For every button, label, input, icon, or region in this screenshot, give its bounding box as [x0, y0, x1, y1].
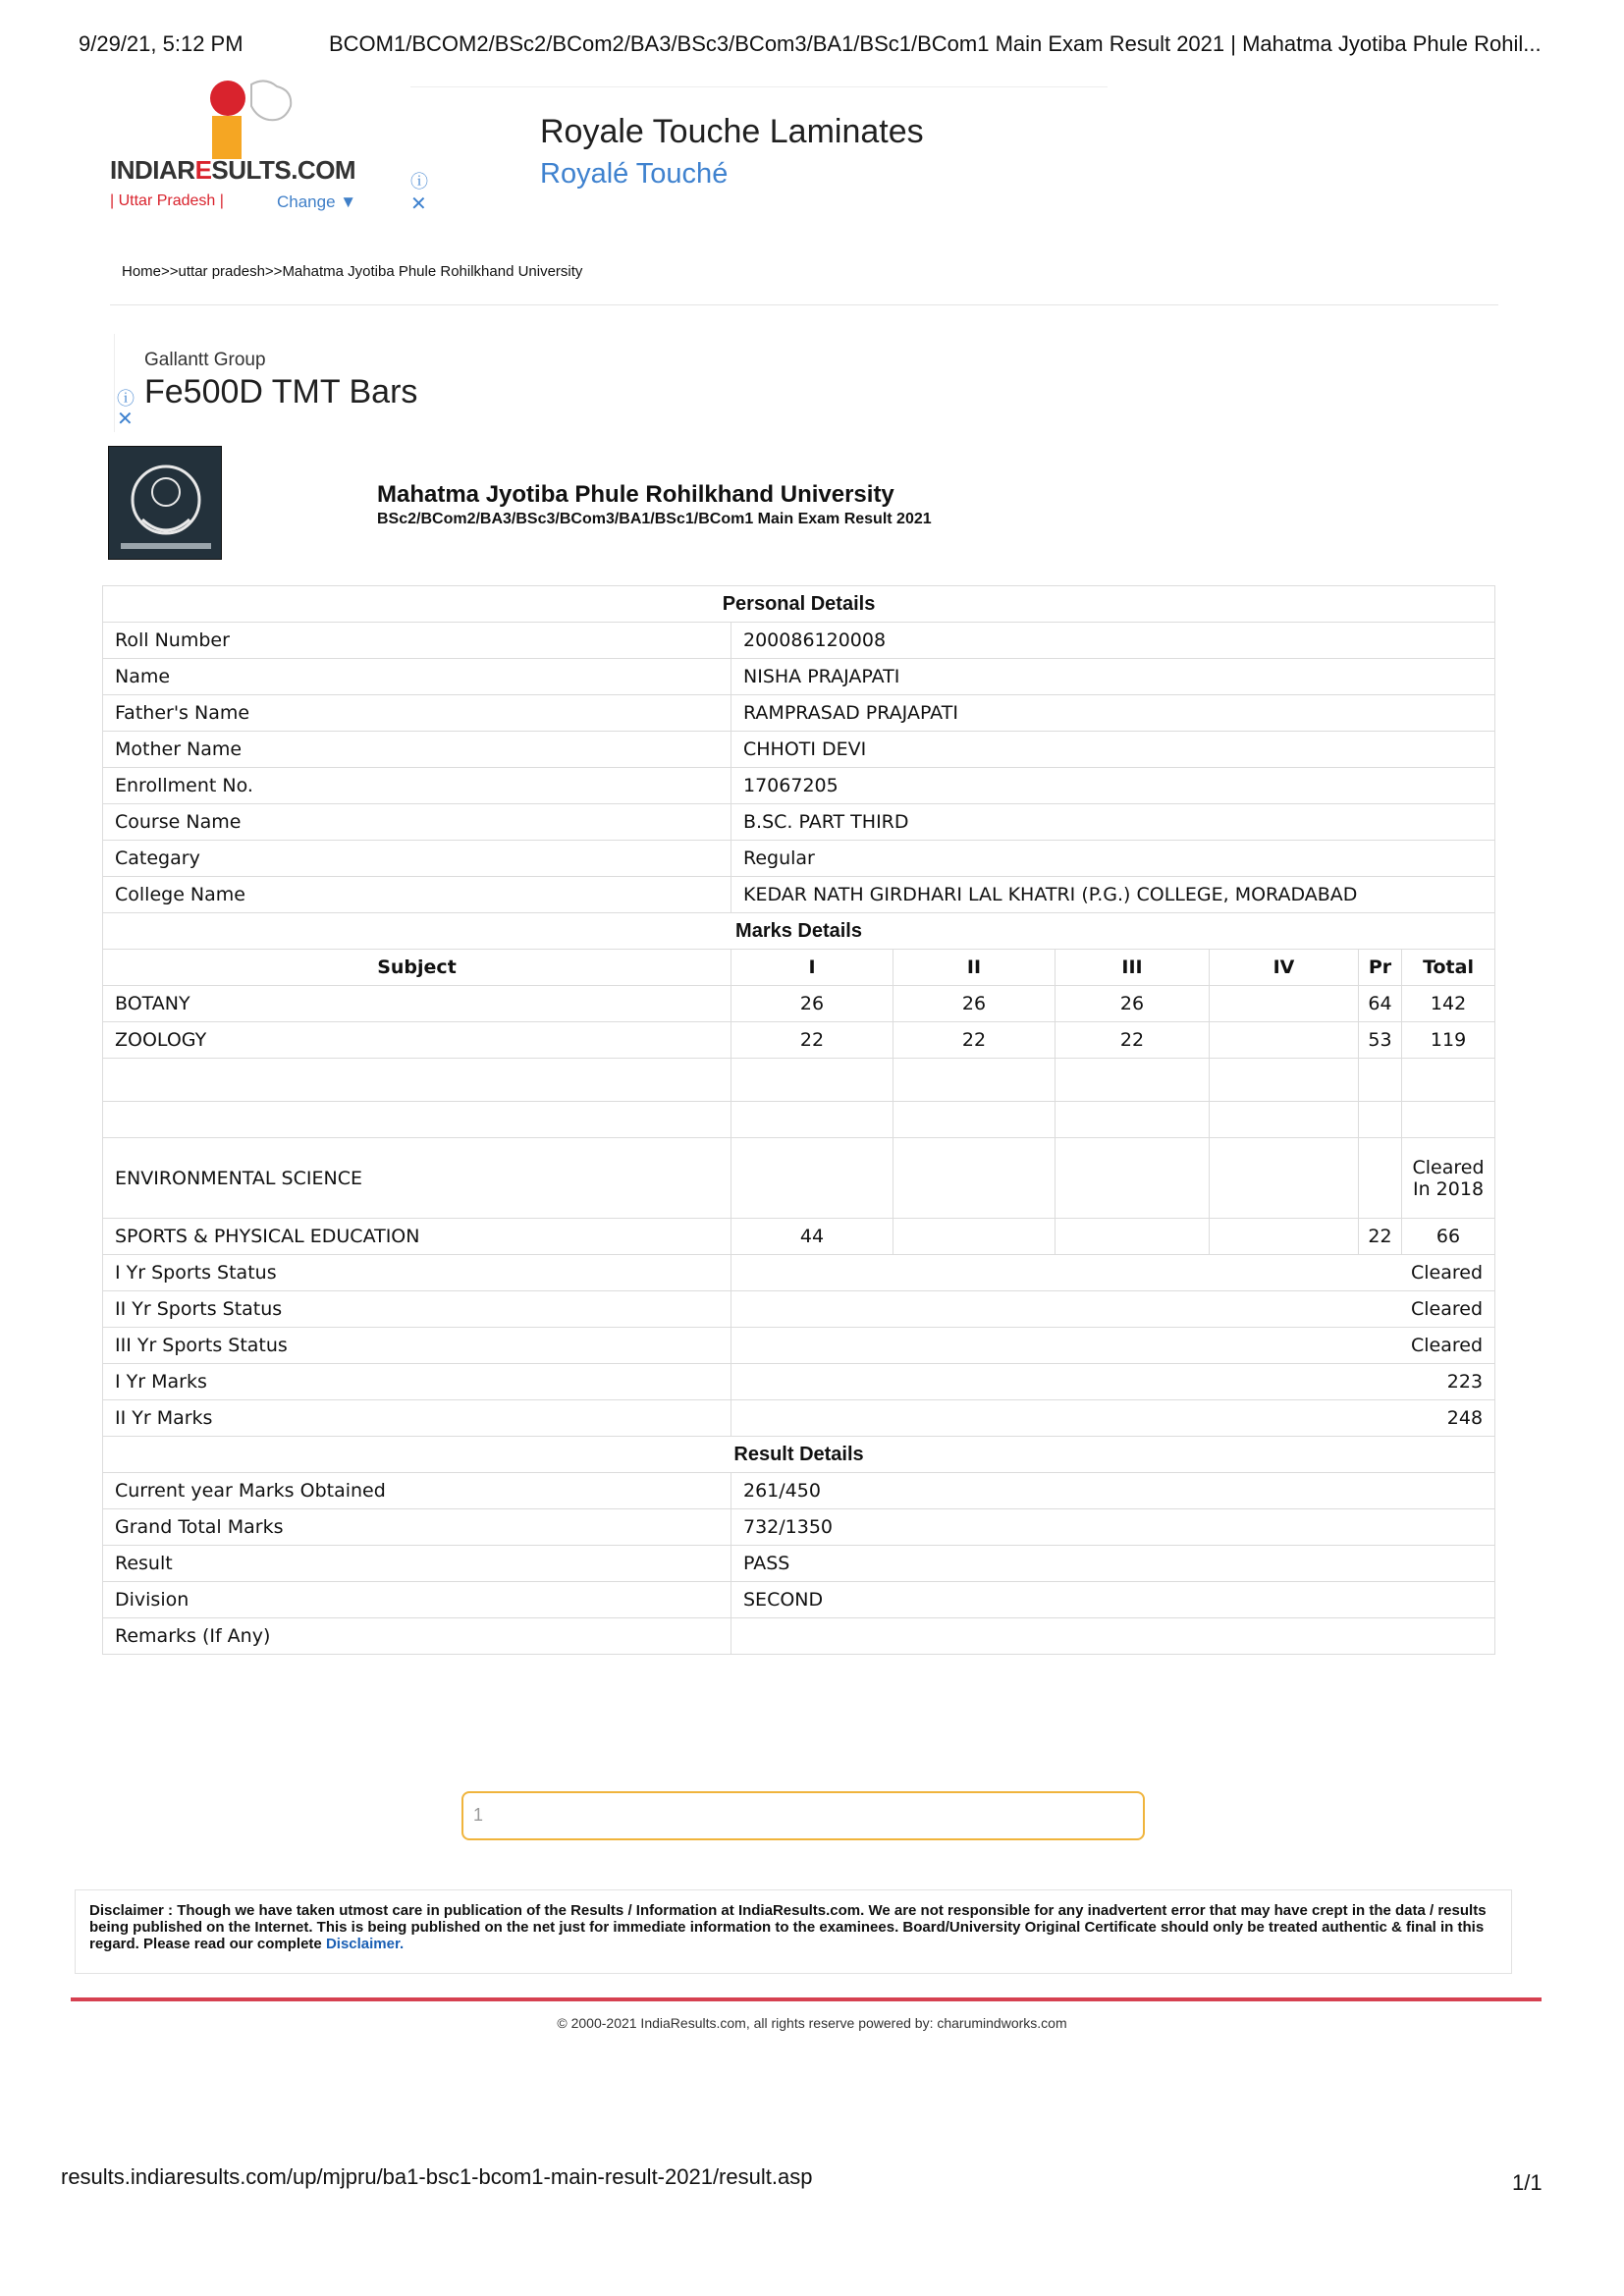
column-header: Pr: [1359, 950, 1402, 986]
row-label: Categary: [103, 841, 731, 877]
row-label: Name: [103, 659, 731, 695]
table-row: [103, 1582, 1495, 1618]
grand-total-value: 732/1350: [731, 1509, 1495, 1546]
paper-ii-marks: 26: [893, 986, 1056, 1022]
course-value: B.SC. PART THIRD: [731, 804, 1495, 841]
emblem-icon: [109, 447, 223, 561]
marks-header-row: [103, 950, 1495, 986]
state-label: | Uttar Pradesh |: [110, 192, 224, 209]
row-value: 223: [731, 1364, 1495, 1400]
table-row: [103, 841, 1495, 877]
ad-subtitle[interactable]: Royalé Touché: [540, 158, 729, 190]
row-label: II Yr Marks: [103, 1400, 731, 1437]
ad-title[interactable]: Royale Touche Laminates: [540, 113, 924, 150]
table-row: [103, 732, 1495, 768]
table-row: [103, 1546, 1495, 1582]
logo-wordmark: INDIARESULTS.COM: [110, 155, 356, 185]
row-value: Cleared: [731, 1291, 1495, 1328]
total-marks: 142: [1402, 986, 1495, 1022]
disclaimer: [75, 1889, 1512, 1974]
ad-close-icon[interactable]: ✕: [117, 409, 134, 430]
result-value: PASS: [731, 1546, 1495, 1582]
subject-name: ENVIRONMENTAL SCIENCE: [103, 1138, 731, 1219]
pager-number[interactable]: 1: [473, 1805, 484, 1825]
table-row: [103, 623, 1495, 659]
table-row: [103, 1138, 1495, 1219]
table-row: [103, 877, 1495, 913]
indiaresults-logo-icon: [206, 77, 297, 163]
table-row: [103, 1364, 1495, 1400]
roll-number-value: 200086120008: [731, 623, 1495, 659]
row-label: I Yr Sports Status: [103, 1255, 731, 1291]
ad-banner-top[interactable]: [410, 86, 1108, 224]
change-state-link[interactable]: Change ▼: [277, 192, 357, 211]
enrollment-value: 17067205: [731, 768, 1495, 804]
total-marks: 66: [1402, 1219, 1495, 1255]
university-name: Mahatma Jyotiba Phule Rohilkhand University: [377, 481, 894, 508]
row-label: Roll Number: [103, 623, 731, 659]
table-row: [103, 1328, 1495, 1364]
print-page-title: BCOM1/BCOM2/BSc2/BCom2/BA3/BSc3/BCom3/BA1/BSc1/BCom1 Main Exam Result 2021 | Mahatma Jyotiba Phule Rohil...: [329, 31, 1542, 56]
row-value: Cleared: [731, 1328, 1495, 1364]
row-label: College Name: [103, 877, 731, 913]
row-label: Grand Total Marks: [103, 1509, 731, 1546]
row-label: I Yr Marks: [103, 1364, 731, 1400]
practical-marks: 22: [1359, 1219, 1402, 1255]
total-marks: Cleared In 2018: [1402, 1138, 1495, 1219]
table-row: [103, 1473, 1495, 1509]
empty-row: [103, 1059, 1495, 1102]
category-value: Regular: [731, 841, 1495, 877]
table-row: [103, 1400, 1495, 1437]
copyright: © 2000-2021 IndiaResults.com, all rights reserve powered by: charumindworks.com: [557, 2015, 1067, 2031]
divider: [71, 1997, 1542, 2001]
empty-row: [103, 1102, 1495, 1138]
column-header: II: [893, 950, 1056, 986]
remarks-value: [731, 1618, 1495, 1655]
ad-close-icon[interactable]: ✕: [410, 193, 427, 215]
mother-name-value: CHHOTI DEVI: [731, 732, 1495, 768]
paper-i-marks: 44: [731, 1219, 893, 1255]
row-label: Result: [103, 1546, 731, 1582]
table-row: [103, 804, 1495, 841]
table-row: [103, 1255, 1495, 1291]
table-row: [103, 1509, 1495, 1546]
site-logo[interactable]: [110, 75, 355, 217]
table-row: [103, 986, 1495, 1022]
print-page-number: 1/1: [1512, 2170, 1543, 2195]
marks-details-heading: Marks Details: [103, 913, 1495, 950]
row-value: Cleared: [731, 1255, 1495, 1291]
practical-marks: 53: [1359, 1022, 1402, 1059]
subject-name: SPORTS & PHYSICAL EDUCATION: [103, 1219, 731, 1255]
row-label: Current year Marks Obtained: [103, 1473, 731, 1509]
table-row: [103, 1022, 1495, 1059]
division-value: SECOND: [731, 1582, 1495, 1618]
exam-name: BSc2/BCom2/BA3/BSc3/BCom3/BA1/BSc1/BCom1 Main Exam Result 2021: [377, 511, 932, 527]
row-label: III Yr Sports Status: [103, 1328, 731, 1364]
print-page-url: results.indiaresults.com/up/mjpru/ba1-bsc1-bcom1-main-result-2021/result.asp: [61, 2164, 813, 2189]
paper-i-marks: 22: [731, 1022, 893, 1059]
result-table: [102, 585, 1495, 1655]
subject-name: ZOOLOGY: [103, 1022, 731, 1059]
subject-name: BOTANY: [103, 986, 731, 1022]
pager-box[interactable]: [461, 1791, 1145, 1840]
row-label: Mother Name: [103, 732, 731, 768]
ad-brand[interactable]: Gallantt Group: [144, 350, 266, 370]
table-row: [103, 768, 1495, 804]
paper-iii-marks: 26: [1056, 986, 1210, 1022]
column-header: Total: [1402, 950, 1495, 986]
table-row: [103, 695, 1495, 732]
paper-iv-marks: [1210, 986, 1359, 1022]
column-header: III: [1056, 950, 1210, 986]
row-label: Division: [103, 1582, 731, 1618]
current-marks-value: 261/450: [731, 1473, 1495, 1509]
paper-i-marks: 26: [731, 986, 893, 1022]
ad-banner-second[interactable]: [114, 334, 664, 432]
disclaimer-link[interactable]: Disclaimer.: [325, 1936, 405, 1952]
disclaimer-text: Disclaimer : Though we have taken utmost care in publication of the Results / Information at IndiaResults.com. We are not responsible for any inadvertent error that may have crept in the data / results being published on the Internet. This is being published on the net just for immediate information to the examinees. Board/University Original Certificate should only be treated authentic & final in this regard. Please read our complete: [89, 1902, 1487, 1952]
ad-info-icon[interactable]: ⓘ: [410, 172, 428, 191]
print-datetime: 9/29/21, 5:12 PM: [79, 31, 244, 56]
paper-ii-marks: 22: [893, 1022, 1056, 1059]
total-marks: 119: [1402, 1022, 1495, 1059]
ad-title[interactable]: Fe500D TMT Bars: [144, 373, 418, 410]
row-label: Course Name: [103, 804, 731, 841]
column-header: Subject: [103, 950, 731, 986]
ad-info-icon[interactable]: ⓘ: [117, 389, 135, 409]
university-emblem: [108, 446, 222, 560]
table-row: [103, 1618, 1495, 1655]
name-value: NISHA PRAJAPATI: [731, 659, 1495, 695]
table-row: [103, 1291, 1495, 1328]
paper-iii-marks: 22: [1056, 1022, 1210, 1059]
breadcrumb[interactable]: Home>>uttar pradesh>>Mahatma Jyotiba Phule Rohilkhand University: [122, 263, 583, 280]
column-header: IV: [1210, 950, 1359, 986]
paper-iv-marks: [1210, 1022, 1359, 1059]
college-value: KEDAR NATH GIRDHARI LAL KHATRI (P.G.) COLLEGE, MORADABAD: [731, 877, 1495, 913]
row-label: Remarks (If Any): [103, 1618, 731, 1655]
practical-marks: 64: [1359, 986, 1402, 1022]
column-header: I: [731, 950, 893, 986]
table-row: [103, 659, 1495, 695]
row-label: Enrollment No.: [103, 768, 731, 804]
row-value: 248: [731, 1400, 1495, 1437]
divider: [110, 304, 1498, 305]
personal-details-heading: Personal Details: [103, 586, 1495, 623]
row-label: II Yr Sports Status: [103, 1291, 731, 1328]
father-name-value: RAMPRASAD PRAJAPATI: [731, 695, 1495, 732]
result-details-heading: Result Details: [103, 1437, 1495, 1473]
row-label: Father's Name: [103, 695, 731, 732]
table-row: [103, 1219, 1495, 1255]
